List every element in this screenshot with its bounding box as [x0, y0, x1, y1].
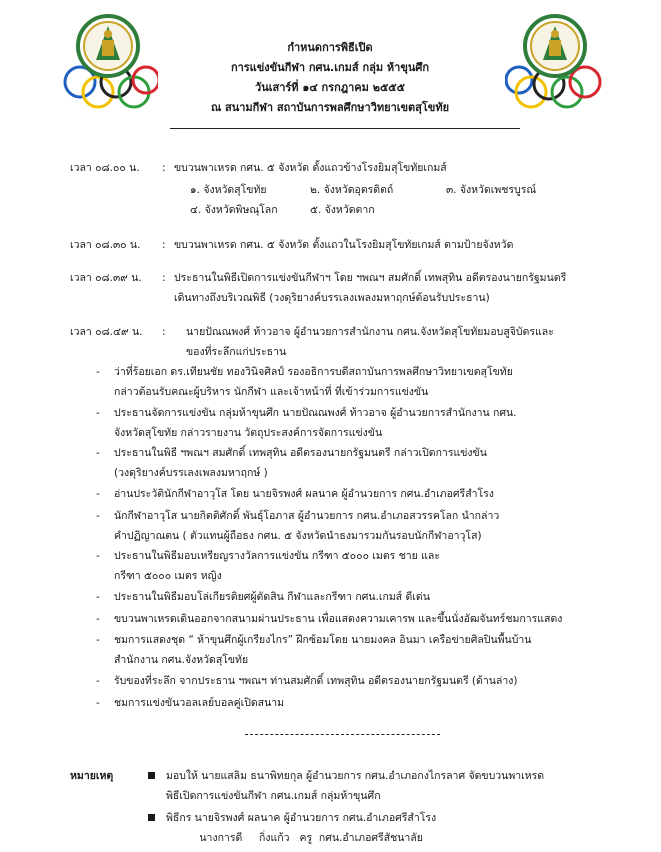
list-item-line: ขบวนพาเหรดเดินออกจากสนามผ่านประธาน เพื่อแสดงความเคารพ และขึ้นนั่งอัฒจันทร์ชมการแสดง — [114, 613, 563, 625]
remark-line: มอบให้ นายแสลิม ธนาพิทยกุล ผู้อำนวยการ กศน.อำเภอกงไกรลาศ จัดขบวนพาเหรด — [166, 770, 545, 782]
schedule-description — [174, 268, 621, 308]
province-item: ๓. จังหวัดเพชรบูรณ์ — [446, 184, 537, 196]
organizer-emblem-left-icon — [58, 10, 158, 110]
list-dash: - — [96, 697, 100, 709]
schedule-line: ประธานในพิธีเปิดการแข่งขันกีฬาฯ โดย ฯพณฯ สมศักดิ์ เทพสุทิน อดีตรองนายกรัฐมนตรี — [174, 272, 567, 284]
list-dash: - — [96, 366, 100, 378]
list-item-line: รับของที่ระลึก จากประธาน ฯพณฯ ท่านสมศักดิ์ เทพสุทิน อดีตรองนายกรัฐมนตรี (ด้านล่าง) — [114, 675, 518, 687]
event-name: การแข่งขันกีฬา กศน.เกมส์ กลุ่ม ห้าขุนศึก — [230, 61, 430, 74]
list-item-line: อ่านประวัตินักกีฬาอาวุโส โดย นายจิรพงศ์ ผลนาค ผู้อำนวยการ กศน.อำเภอศรีสำโรง — [114, 488, 494, 500]
list-item-line: กล่าวต้อนรับคณะผู้บริหาร นักกีฬา และเจ้าหน้าที่ ที่เข้าร่วมการแข่งขัน — [114, 386, 429, 398]
remark-line: นางการดี กิ่งแก้ว ครู กศน.อำเภอศรีสัชนาลัย — [166, 832, 423, 844]
province-row — [190, 180, 610, 200]
schedule-description — [186, 322, 621, 362]
schedule-description — [174, 158, 621, 178]
list-dash: - — [96, 613, 100, 625]
schedule-colon: : — [162, 239, 166, 251]
schedule-line: ขบวนพาเหรด กศน. ๕ จังหวัด ตั้งแถวข้างโรงยิมสุโขทัยเกมส์ — [174, 162, 447, 174]
schedule-colon: : — [162, 272, 166, 284]
schedule-description — [174, 235, 621, 255]
schedule-time: เวลา ๐๘.๓๙ น. — [70, 272, 142, 284]
province-item: ๒. จังหวัดอุตรดิตถ์ — [310, 184, 394, 196]
province-item: ๑. จังหวัดสุโขทัย — [190, 184, 267, 196]
list-dash: - — [96, 447, 100, 459]
list-item-line: ประธานจัดการแข่งขัน กลุ่มห้าขุนศึก นายปัณณพงศ์ ท้าวอาจ ผู้อำนวยการสำนักงาน กศน. — [114, 407, 517, 419]
list-dash: - — [96, 675, 100, 687]
list-item-line: ประธานในพิธี ฯพณฯ สมศักดิ์ เทพสุทิน อดีตรองนายกรัฐมนตรี กล่าวเปิดการแข่งขัน — [114, 447, 487, 459]
header-divider — [170, 128, 520, 129]
list-item-line: กรีฑา ๕๐๐๐ เมตร หญิง — [114, 570, 222, 582]
list-dash: - — [96, 634, 100, 646]
province-item: ๔. จังหวัดพิษณุโลก — [190, 204, 278, 216]
list-dash: - — [96, 510, 100, 522]
province-row — [190, 200, 610, 220]
square-bullet-icon — [148, 814, 155, 821]
schedule-line: ของที่ระลึกแก่ประธาน — [186, 346, 287, 358]
schedule-line: เดินทางถึงบริเวณพิธี (วงดุริยางค์บรรเลงเพลงมหาฤกษ์ต้อนรับประธาน) — [174, 292, 490, 304]
schedule-line: ขบวนพาเหรด กศน. ๕ จังหวัด ตั้งแถวในโรงยิมสุโขทัยเกมส์ ตามป้ายจังหวัด — [174, 239, 514, 251]
list-item-line: (วงดุริยางค์บรรเลงเพลงมหาฤกษ์ ) — [114, 467, 268, 479]
list-dash: - — [96, 488, 100, 500]
province-item: ๕. จังหวัดตาก — [310, 204, 375, 216]
list-item-line: ประธานในพิธีมอบโล่เกียรติยศผู้ตัดสิน กีฬาและกรีฑา กศน.เกมส์ ดีเด่น — [114, 591, 430, 603]
list-item-line: ชมการแข่งขันวอลเลย์บอลคู่เปิดสนาม — [114, 697, 285, 709]
schedule-time: เวลา ๐๘.๐๐ น. — [70, 162, 140, 174]
list-item-line: ชมการแสดงชุด “ ห้าขุนศึกผู้เกรียงไกร” ฝึกซ้อมโดย นายมงคล อินมา เครือข่ายศิลปินพื้นบ้าน — [114, 634, 532, 646]
schedule-colon: : — [162, 326, 166, 338]
list-item-line: คำปฏิญาณตน ( ตัวแทนผู้ถือธง กศน. ๕ จังหวัดนำธงมารวมกันรอบนักกีฬาอาวุโส) — [114, 530, 482, 542]
schedule-line: นายปัณณพงศ์ ท้าวอาจ ผู้อำนวยการสำนักงาน กศน.จังหวัดสุโขทัยมอบสูจิบัตรและ — [186, 326, 554, 338]
event-venue: ณ สนามกีฬา สถาบันการพลศึกษาวิทยาเขตสุโขทัย — [210, 101, 450, 114]
list-dash: - — [96, 550, 100, 562]
schedule-time: เวลา ๐๘.๔๙ น. — [70, 326, 143, 338]
remark-label: หมายเหตุ — [70, 770, 114, 782]
section-divider — [245, 734, 440, 735]
organizer-emblem-right-icon — [505, 10, 605, 110]
list-dash: - — [96, 591, 100, 603]
schedule-time: เวลา ๐๘.๓๐ น. — [70, 239, 141, 251]
province-list — [190, 180, 610, 220]
remark-line: พิธีเปิดการแข่งขันกีฬา กศน.เกมส์ กลุ่มห้าขุนศึก — [166, 790, 381, 802]
list-item-line: จังหวัดสุโขทัย กล่าวรายงาน วัตถุประสงค์การจัดการแข่งขัน — [114, 427, 383, 439]
schedule-colon: : — [162, 162, 166, 174]
list-item-line: ว่าที่ร้อยเอก ดร.เทียนชัย ทองวินิจศิลป์ รองอธิการบดีสถาบันการพลศึกษาวิทยาเขตสุโขทัย — [114, 366, 513, 378]
remark-line: พิธีกร นายจิรพงศ์ ผลนาค ผู้อำนวยการ กศน.อำเภอศรีสำโรง — [166, 812, 437, 824]
list-item-line: นักกีฬาอาวุโส นายกิตติศักดิ์ พันธุ์โอภาส ผู้อำนวยการ กศน.อำเภอสวรรคโลก นำกล่าว — [114, 510, 500, 522]
list-dash: - — [96, 407, 100, 419]
document-title: กำหนดการพิธีเปิด — [287, 41, 373, 54]
list-item-line: ประธานในพิธีมอบเหรียญรางวัลการแข่งขัน กรีฑา ๕๐๐๐ เมตร ชาย และ — [114, 550, 440, 562]
square-bullet-icon — [148, 772, 155, 779]
list-item-line: สำนักงาน กศน.จังหวัดสุโขทัย — [114, 654, 249, 666]
event-date: วันเสาร์ที่ ๑๔ กรกฎาคม ๒๕๕๕ — [255, 81, 405, 94]
